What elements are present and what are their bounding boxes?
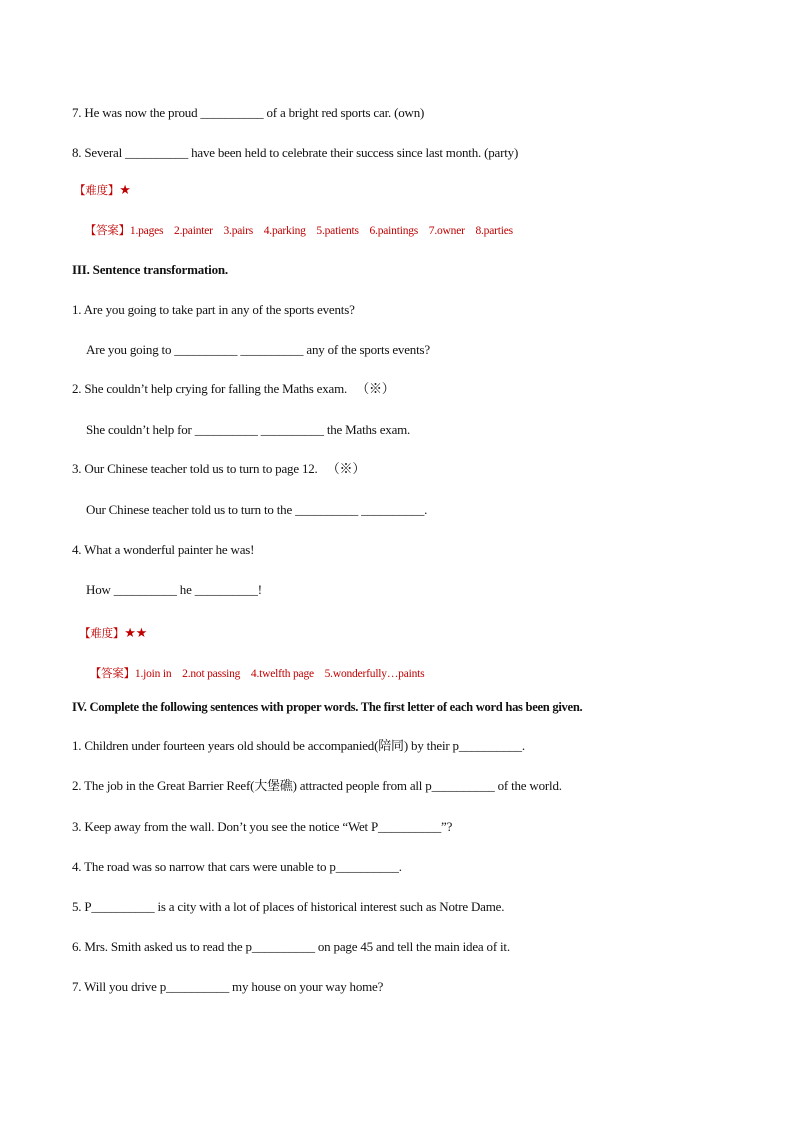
difficulty-label: 【难度】 <box>79 628 125 640</box>
transform-answer-line-1: Are you going to __________ __________ any of the sports events? <box>86 342 430 357</box>
answer-row <box>74 207 513 255</box>
transform-answer-line-3: Our Chinese teacher told us to turn to the __________ __________. <box>86 502 428 517</box>
transform-question-4: 4. What a wonderful painter he was! <box>72 542 255 557</box>
complete-question-4: 4. The road was so narrow that cars were unable to p__________. <box>72 859 402 874</box>
complete-question-1: 1. Children under fourteen years old should be accompanied(陪同) by their p__________. <box>72 738 525 753</box>
section-heading-iii: III. Sentence transformation. <box>72 262 228 277</box>
difficulty-label: 【难度】 <box>74 185 120 197</box>
answer-label: 【答案】 <box>84 225 130 237</box>
star-icon: ★ <box>119 182 131 197</box>
difficulty-row <box>79 625 147 642</box>
answer-text: 1.join in 2.not passing 4.twelfth page 5.wonderfully…paints <box>134 668 425 680</box>
section-heading-iv: IV. Complete the following sentences with proper words. The first letter of each word has been given. <box>72 700 583 714</box>
answer-row <box>79 650 424 698</box>
complete-question-2: 2. The job in the Great Barrier Reef(大堡礁) attracted people from all p__________ of the world. <box>72 778 562 793</box>
complete-question-5: 5. P__________ is a city with a lot of places of historical interest such as Notre Dame. <box>72 899 505 914</box>
question-8-party: 8. Several __________ have been held to celebrate their success since last month. (party) <box>72 145 519 160</box>
transform-question-3: 3. Our Chinese teacher told us to turn to page 12. （※） <box>72 461 366 476</box>
complete-question-7: 7. Will you drive p__________ my house on your way home? <box>72 979 384 994</box>
difficulty-row <box>74 182 131 199</box>
transform-answer-line-2: She couldn’t help for __________ __________ the Maths exam. <box>86 422 411 437</box>
question-7-own: 7. He was now the proud __________ of a bright red sports car. (own) <box>72 105 425 120</box>
transform-question-1: 1. Are you going to take part in any of the sports events? <box>72 302 355 317</box>
answer-text: 1.pages 2.painter 3.pairs 4.parking 5.patients 6.paintings 7.owner 8.parties <box>129 225 513 237</box>
transform-answer-line-4: How __________ he __________! <box>86 582 262 597</box>
transform-question-2: 2. She couldn’t help crying for falling the Maths exam. （※） <box>72 381 395 396</box>
answer-label: 【答案】 <box>89 668 135 680</box>
complete-question-3: 3. Keep away from the wall. Don’t you see the notice “Wet P__________”? <box>72 819 453 834</box>
star-icon: ★★ <box>124 625 148 640</box>
complete-question-6: 6. Mrs. Smith asked us to read the p__________ on page 45 and tell the main idea of it. <box>72 939 510 954</box>
